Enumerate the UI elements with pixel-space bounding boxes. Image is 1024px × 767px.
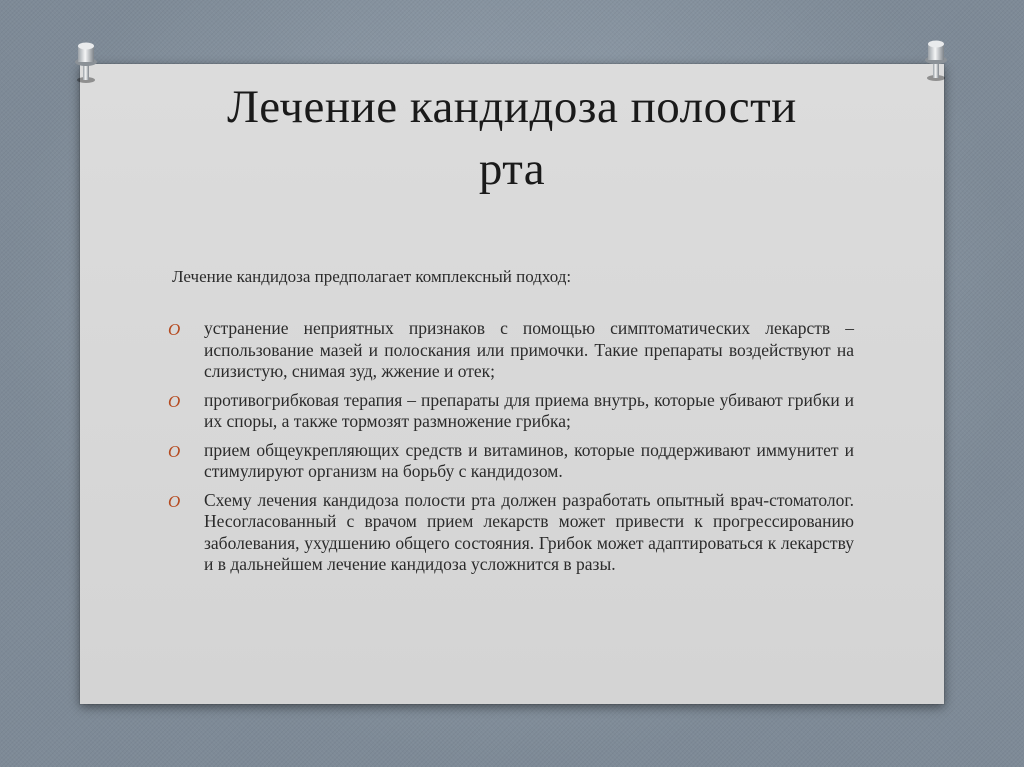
list-item-text: прием общеукрепляющих средств и витаминов, которые поддерживают иммунитет и стимулируют организм на борьбу с кандидозом. bbox=[204, 439, 854, 481]
intro-text: Лечение кандидоза предполагает комплексный подход: bbox=[172, 267, 572, 286]
bullet-marker-icon: O bbox=[168, 491, 181, 511]
slide-title-line: рта bbox=[478, 143, 546, 195]
bullet-marker-icon: O bbox=[168, 391, 181, 411]
bullet-marker-icon: O bbox=[168, 441, 181, 461]
bullet-list bbox=[168, 318, 854, 583]
slide-title-line: Лечение кандидоза полости bbox=[227, 81, 797, 133]
list-item-text: Схему лечения кандидоза полости рта должен разработать опытный врач-стоматолог. Несогласованный с врачом прием лекарств может привести к прогрессированию заболевания, ухудшению общего состояния. Грибок может адаптироваться к лекарству и в дальнейшем лечение кандидоза усложнится в разы. bbox=[204, 489, 854, 574]
list-item-text: противогрибковая терапия – препараты для приема внутрь, которые убивают грибки и их споры, а также тормозят размножение грибка; bbox=[204, 389, 854, 431]
slide-title bbox=[100, 76, 924, 200]
list-item-text: устранение неприятных признаков с помощью симптоматических лекарств – использование мазей и полоскания или примочки. Такие препараты воздействуют на слизистую, снимая зуд, жжение и отек; bbox=[204, 318, 854, 381]
pushpin-icon bbox=[68, 40, 104, 86]
bullet-marker-icon: O bbox=[168, 320, 181, 339]
list-item bbox=[168, 490, 854, 576]
list-item bbox=[168, 318, 854, 383]
list-item bbox=[168, 390, 854, 433]
list-item bbox=[168, 440, 854, 483]
